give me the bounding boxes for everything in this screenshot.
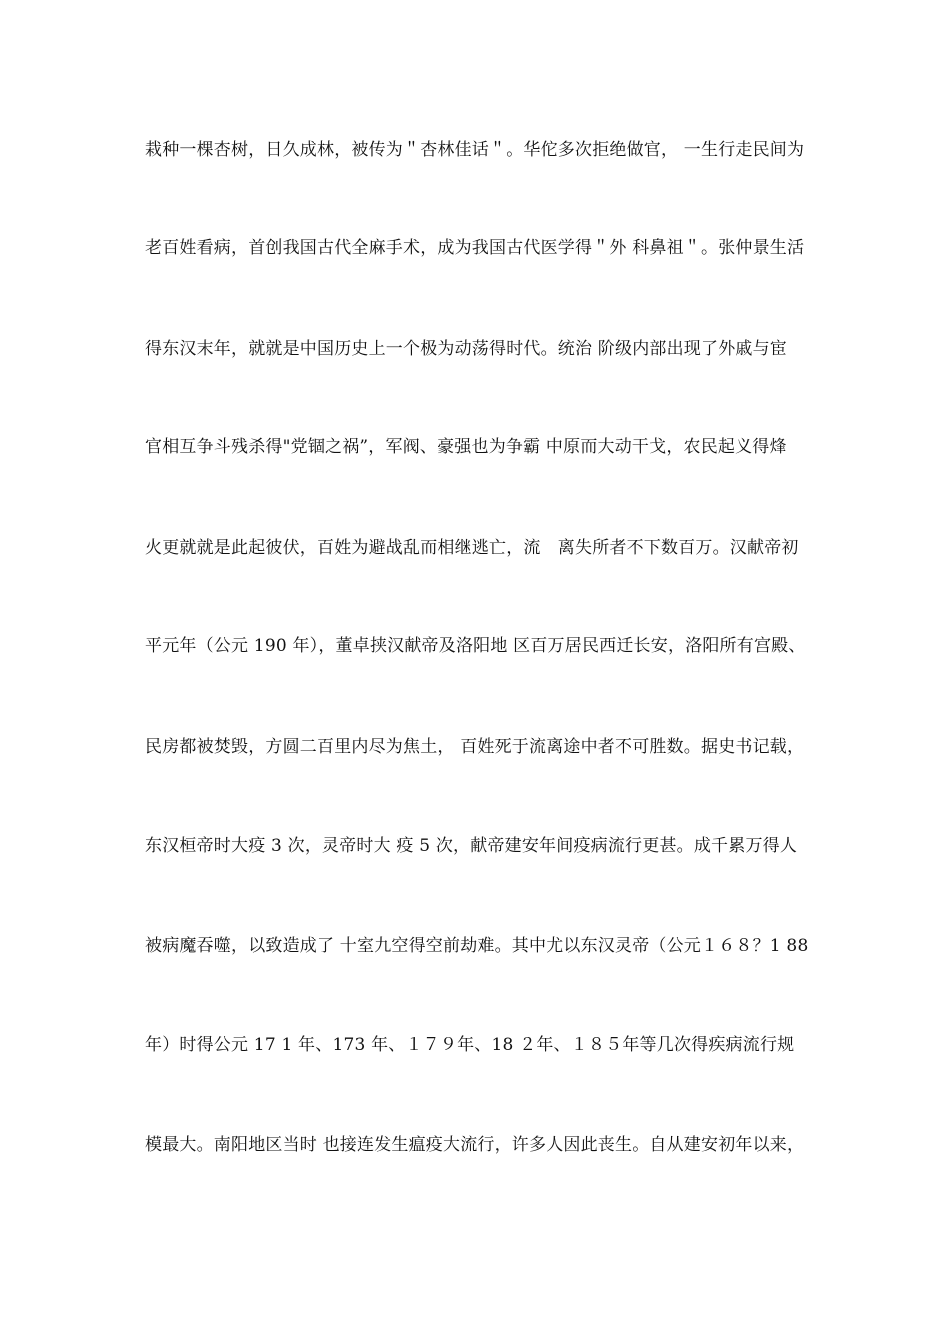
text-line-5: 火更就就是此起彼伏，百姓为避战乱而相继逃亡，流 离失所者不下数百万。汉献帝初 [145, 538, 799, 558]
text-line-2: 老百姓看病，首创我国古代全麻手术，成为我国古代医学得＂外 科鼻祖＂。张仲景生活 [145, 238, 805, 258]
text-line-3: 得东汉末年，就就是中国历史上一个极为动荡得时代。统治 阶级内部出现了外戚与宦 [145, 339, 788, 359]
text-line-4: 官相互争斗残杀得"党锢之祸”，军阀、豪强也为争霸 中原而大动干戈，农民起义得烽 [145, 437, 787, 457]
text-line-7: 民房都被焚毁，方圆二百里内尽为焦土， 百姓死于流离途中者不可胜数。据史书记载， [145, 737, 805, 757]
text-line-8: 东汉桓帝时大疫 3 次，灵帝时大 疫 5 次，献帝建安年间疫病流行更甚。成千累万得人 [145, 836, 798, 856]
text-line-11: 模最大。南阳地区当时 也接连发生瘟疫大流行，许多人因此丧生。自从建安初年以来， [145, 1135, 805, 1155]
text-line-6: 平元年（公元 190 年），董卓挟汉献帝及洛阳地 区百万居民西迁长安，洛阳所有宫殿、 [145, 636, 806, 656]
text-line-9: 被病魔吞噬，以致造成了 十室九空得空前劫难。其中尤以东汉灵帝（公元１６８？1 88 [145, 936, 809, 956]
text-line-1: 栽种一棵杏树，日久成林，被传为＂杏林佳话＂。华佗多次拒绝做官， 一生行走民间为 [145, 140, 805, 160]
text-line-10: 年）时得公元 17 1 年、173 年、１７９年、18 ２年、１８５年等几次得疾病流行规 [145, 1035, 795, 1055]
